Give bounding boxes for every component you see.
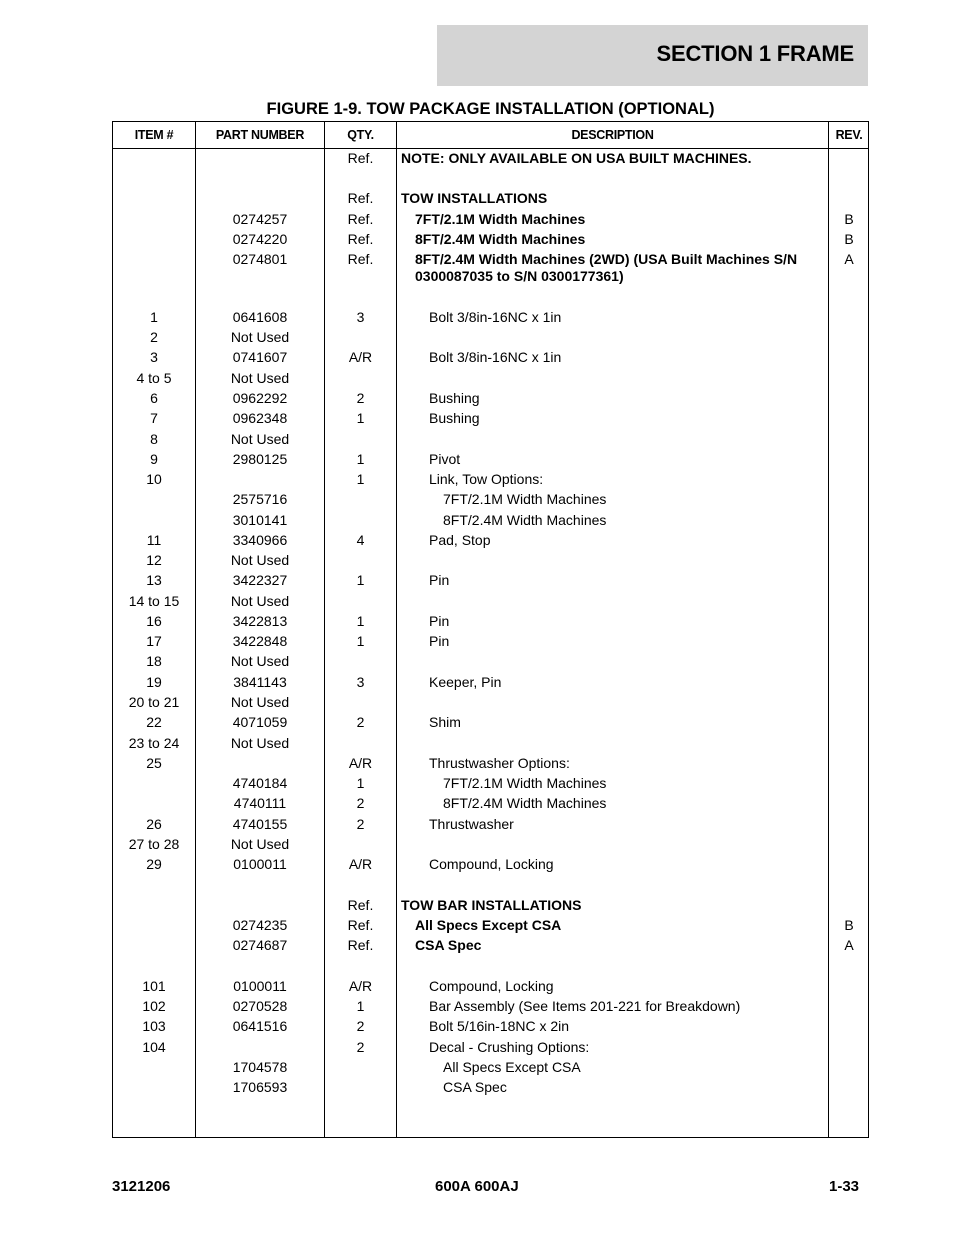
row-item-number: 11 — [146, 532, 162, 548]
row-revision: B — [844, 211, 854, 227]
row-description: TOW BAR INSTALLATIONS — [401, 897, 582, 913]
row-part-number: 0274801 — [232, 251, 288, 267]
row-part-number: 4740111 — [233, 795, 287, 811]
row-item-number: 16 — [146, 613, 162, 629]
row-description: Pin — [429, 572, 450, 588]
row-part-number: 0270528 — [232, 998, 288, 1014]
row-description: 8FT/2.4M Width Machines — [415, 231, 586, 247]
row-description: All Specs Except CSA — [443, 1059, 581, 1075]
row-description: Bushing — [429, 390, 480, 406]
row-description: Bushing — [429, 410, 480, 426]
row-part-number: 0274235 — [232, 917, 288, 933]
row-part-number: 0962292 — [232, 390, 288, 406]
row-quantity: Ref. — [347, 917, 374, 933]
row-part-number: 1706593 — [232, 1079, 288, 1095]
row-part-number: 0274220 — [232, 231, 288, 247]
row-revision: B — [844, 231, 854, 247]
row-part-number: 4740155 — [232, 816, 288, 832]
row-part-number: Not Used — [230, 593, 290, 609]
row-description: Bar Assembly (See Items 201-221 for Breakdown) — [429, 998, 741, 1014]
column-divider — [396, 122, 397, 1137]
row-description: Bolt 5/16in-18NC x 2in — [429, 1018, 570, 1034]
col-header-rev: REV. — [835, 128, 863, 142]
row-item-number: 7 — [150, 410, 158, 426]
row-quantity: 1 — [356, 998, 365, 1014]
row-quantity: A/R — [348, 349, 373, 365]
row-part-number: 1704578 — [232, 1059, 288, 1075]
row-item-number: 102 — [142, 998, 166, 1014]
row-description: Pad, Stop — [429, 532, 491, 548]
row-item-number: 18 — [146, 653, 162, 669]
row-quantity: Ref. — [347, 190, 374, 206]
row-part-number: Not Used — [230, 735, 290, 751]
row-description: Pin — [429, 633, 450, 649]
row-description: CSA Spec — [443, 1079, 507, 1095]
row-part-number: 0641608 — [232, 309, 288, 325]
row-item-number: 101 — [142, 978, 166, 994]
row-item-number: 103 — [142, 1018, 166, 1034]
footer-model: 600A 600AJ — [435, 1178, 519, 1195]
row-description: Pin — [429, 613, 450, 629]
row-quantity: 2 — [356, 1018, 365, 1034]
row-quantity: 1 — [356, 633, 365, 649]
row-item-number: 20 to 21 — [128, 694, 180, 710]
row-item-number: 12 — [146, 552, 162, 568]
row-description: All Specs Except CSA — [415, 917, 562, 933]
col-header-part-number: PART NUMBER — [215, 128, 305, 142]
row-item-number: 10 — [146, 471, 162, 487]
row-description: 7FT/2.1M Width Machines — [443, 491, 607, 507]
row-item-number: 9 — [150, 451, 158, 467]
row-part-number: 0100011 — [233, 856, 287, 872]
row-part-number: 3422327 — [232, 572, 288, 588]
row-part-number: Not Used — [230, 694, 290, 710]
row-quantity: 2 — [356, 714, 365, 730]
row-quantity: 1 — [356, 572, 365, 588]
row-item-number: 25 — [146, 755, 162, 771]
row-quantity: 2 — [356, 816, 365, 832]
row-part-number: 0100011 — [233, 978, 287, 994]
row-item-number: 13 — [146, 572, 162, 588]
row-description: Compound, Locking — [429, 856, 554, 872]
row-quantity: 3 — [356, 674, 365, 690]
row-item-number: 19 — [146, 674, 162, 690]
row-quantity: A/R — [348, 856, 373, 872]
row-part-number: 2575716 — [232, 491, 288, 507]
header-divider — [113, 148, 868, 149]
row-quantity: Ref. — [347, 251, 374, 267]
row-part-number: Not Used — [230, 329, 290, 345]
row-item-number: 27 to 28 — [128, 836, 180, 852]
row-item-number: 8 — [150, 431, 158, 447]
row-quantity: 4 — [356, 532, 365, 548]
row-quantity: A/R — [348, 978, 373, 994]
row-description: Keeper, Pin — [429, 674, 502, 690]
row-quantity: 1 — [356, 410, 365, 426]
row-quantity: 1 — [356, 451, 365, 467]
row-description: Compound, Locking — [429, 978, 554, 994]
row-quantity: 3 — [356, 309, 365, 325]
row-item-number: 14 to 15 — [128, 593, 180, 609]
row-item-number: 23 to 24 — [128, 735, 180, 751]
col-header-description: DESCRIPTION — [571, 128, 654, 142]
row-item-number: 6 — [150, 390, 158, 406]
row-item-number: 29 — [146, 856, 162, 872]
row-quantity: 1 — [356, 471, 365, 487]
row-quantity: 2 — [356, 390, 365, 406]
row-description: 7FT/2.1M Width Machines — [443, 775, 607, 791]
row-quantity: 2 — [356, 795, 365, 811]
row-part-number: 0274257 — [232, 211, 288, 227]
row-revision: B — [844, 917, 854, 933]
row-part-number: Not Used — [230, 370, 290, 386]
row-part-number: 2980125 — [232, 451, 288, 467]
row-part-number: 4071059 — [232, 714, 288, 730]
row-description: Thrustwasher Options: — [429, 755, 570, 771]
row-item-number: 3 — [150, 349, 158, 365]
row-quantity: Ref. — [347, 150, 374, 166]
row-description: Bolt 3/8in-16NC x 1in — [429, 349, 562, 365]
row-quantity: Ref. — [347, 937, 374, 953]
row-quantity: Ref. — [347, 231, 374, 247]
row-description: 8FT/2.4M Width Machines (2WD) (USA Built Machines S/N 0300087035 to S/N 0300177361) — [415, 251, 798, 284]
row-part-number: 3010141 — [232, 512, 288, 528]
row-description: 8FT/2.4M Width Machines — [443, 795, 607, 811]
row-item-number: 22 — [146, 714, 162, 730]
footer-page-number: 1-33 — [829, 1178, 860, 1195]
row-part-number: Not Used — [230, 836, 290, 852]
row-revision: A — [844, 251, 854, 267]
row-quantity: 2 — [356, 1039, 365, 1055]
row-part-number: 0962348 — [232, 410, 288, 426]
row-quantity: Ref. — [347, 211, 374, 227]
row-item-number: 17 — [146, 633, 162, 649]
row-quantity: 1 — [356, 775, 365, 791]
row-quantity: Ref. — [347, 897, 374, 913]
row-item-number: 1 — [150, 309, 158, 325]
row-description: NOTE: ONLY AVAILABLE ON USA BUILT MACHINES. — [401, 150, 752, 166]
row-description: Bolt 3/8in-16NC x 1in — [429, 309, 562, 325]
row-quantity: A/R — [348, 755, 373, 771]
row-description: TOW INSTALLATIONS — [401, 190, 548, 206]
footer-doc-number: 3121206 — [112, 1178, 171, 1195]
row-description: Shim — [429, 714, 461, 730]
row-item-number: 26 — [146, 816, 162, 832]
row-part-number: Not Used — [230, 431, 290, 447]
row-description: CSA Spec — [415, 937, 482, 953]
row-part-number: 0641516 — [232, 1018, 288, 1034]
row-description: Link, Tow Options: — [429, 471, 544, 487]
row-part-number: Not Used — [230, 653, 290, 669]
row-description: Pivot — [429, 451, 461, 467]
row-revision: A — [844, 937, 854, 953]
col-header-item: ITEM # — [134, 128, 174, 142]
section-header-box — [437, 25, 868, 86]
row-part-number: 0741607 — [232, 349, 288, 365]
row-part-number: 4740184 — [232, 775, 288, 791]
row-part-number: 3422848 — [232, 633, 288, 649]
row-part-number: 3422813 — [232, 613, 288, 629]
section-title: SECTION 1 FRAME — [656, 41, 854, 66]
row-item-number: 104 — [142, 1039, 166, 1055]
row-description: 8FT/2.4M Width Machines — [443, 512, 607, 528]
row-description: Thrustwasher — [429, 816, 514, 832]
figure-title: FIGURE 1-9. TOW PACKAGE INSTALLATION (OPTIONAL) — [266, 100, 715, 118]
row-item-number: 4 to 5 — [136, 370, 172, 386]
row-description: 7FT/2.1M Width Machines — [415, 211, 586, 227]
row-part-number: Not Used — [230, 552, 290, 568]
row-description: Decal - Crushing Options: — [429, 1039, 590, 1055]
parts-table — [112, 121, 869, 1138]
row-part-number: 0274687 — [232, 937, 288, 953]
row-part-number: 3841143 — [233, 674, 287, 690]
row-item-number: 2 — [150, 329, 158, 345]
col-header-qty: QTY. — [347, 128, 374, 142]
row-part-number: 3340966 — [232, 532, 288, 548]
row-quantity: 1 — [356, 613, 365, 629]
